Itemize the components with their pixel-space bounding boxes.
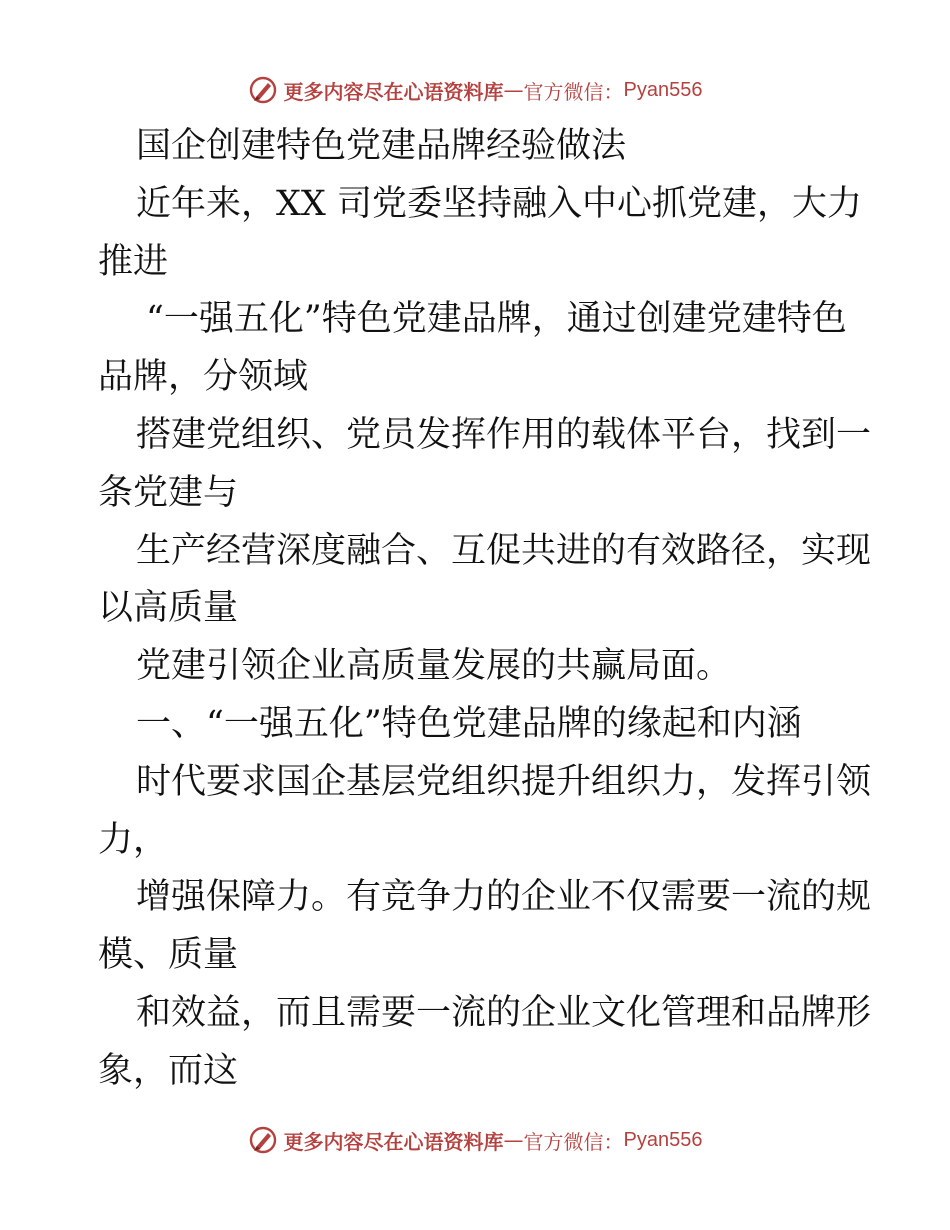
watermark-dash: — bbox=[503, 1128, 524, 1152]
watermark-wechat-label: 官方微信： bbox=[523, 1129, 624, 1154]
text-line: 增强保障力。有竞争力的企业不仅需要一流的规 bbox=[136, 877, 872, 918]
pen-logo-icon bbox=[248, 1125, 278, 1155]
text-line: 象，而这 bbox=[98, 1050, 239, 1091]
footer-watermark bbox=[0, 1120, 950, 1160]
watermark-title: 更多内容尽在心语资料库 bbox=[283, 1129, 504, 1154]
watermark-dash: — bbox=[503, 78, 524, 102]
text-line: 党建引领企业高质量发展的共赢局面。 bbox=[136, 646, 732, 687]
watermark-title: 更多内容尽在心语资料库 bbox=[283, 79, 504, 104]
text-line: 生产经营深度融合、互促共进的有效路径，实现 bbox=[136, 530, 872, 571]
text-line: 模、质量 bbox=[98, 935, 239, 976]
document-title: 国企创建特色党建品牌经验做法 bbox=[136, 126, 627, 166]
pen-logo-icon bbox=[248, 75, 278, 105]
document-body bbox=[98, 118, 872, 1101]
section-heading: 一、“一强五化”特色党建品牌的缘起和内涵 bbox=[136, 703, 802, 744]
header-watermark bbox=[0, 70, 950, 110]
text-line: 品牌，分领域 bbox=[98, 357, 309, 398]
text-line: 时代要求国企基层党组织提升组织力，发挥引领 bbox=[136, 761, 872, 802]
text-line: 以高质量 bbox=[98, 588, 239, 629]
watermark-wechat-id: Pyan556 bbox=[623, 1128, 703, 1151]
text-line: 近年来，XX 司党委坚持融入中心抓党建，大力 bbox=[136, 183, 862, 224]
text-line: “一强五化”特色党建品牌，通过创建党建特色 bbox=[146, 299, 847, 340]
text-line: 和效益，而且需要一流的企业文化管理和品牌形 bbox=[136, 992, 872, 1033]
text-line: 推进 bbox=[98, 241, 169, 282]
watermark-wechat-label: 官方微信： bbox=[523, 79, 624, 104]
text-line: 条党建与 bbox=[98, 472, 239, 513]
text-line: 力， bbox=[98, 819, 169, 860]
watermark-wechat-id: Pyan556 bbox=[623, 78, 703, 101]
text-line: 搭建党组织、党员发挥作用的载体平台，找到一 bbox=[136, 414, 872, 455]
